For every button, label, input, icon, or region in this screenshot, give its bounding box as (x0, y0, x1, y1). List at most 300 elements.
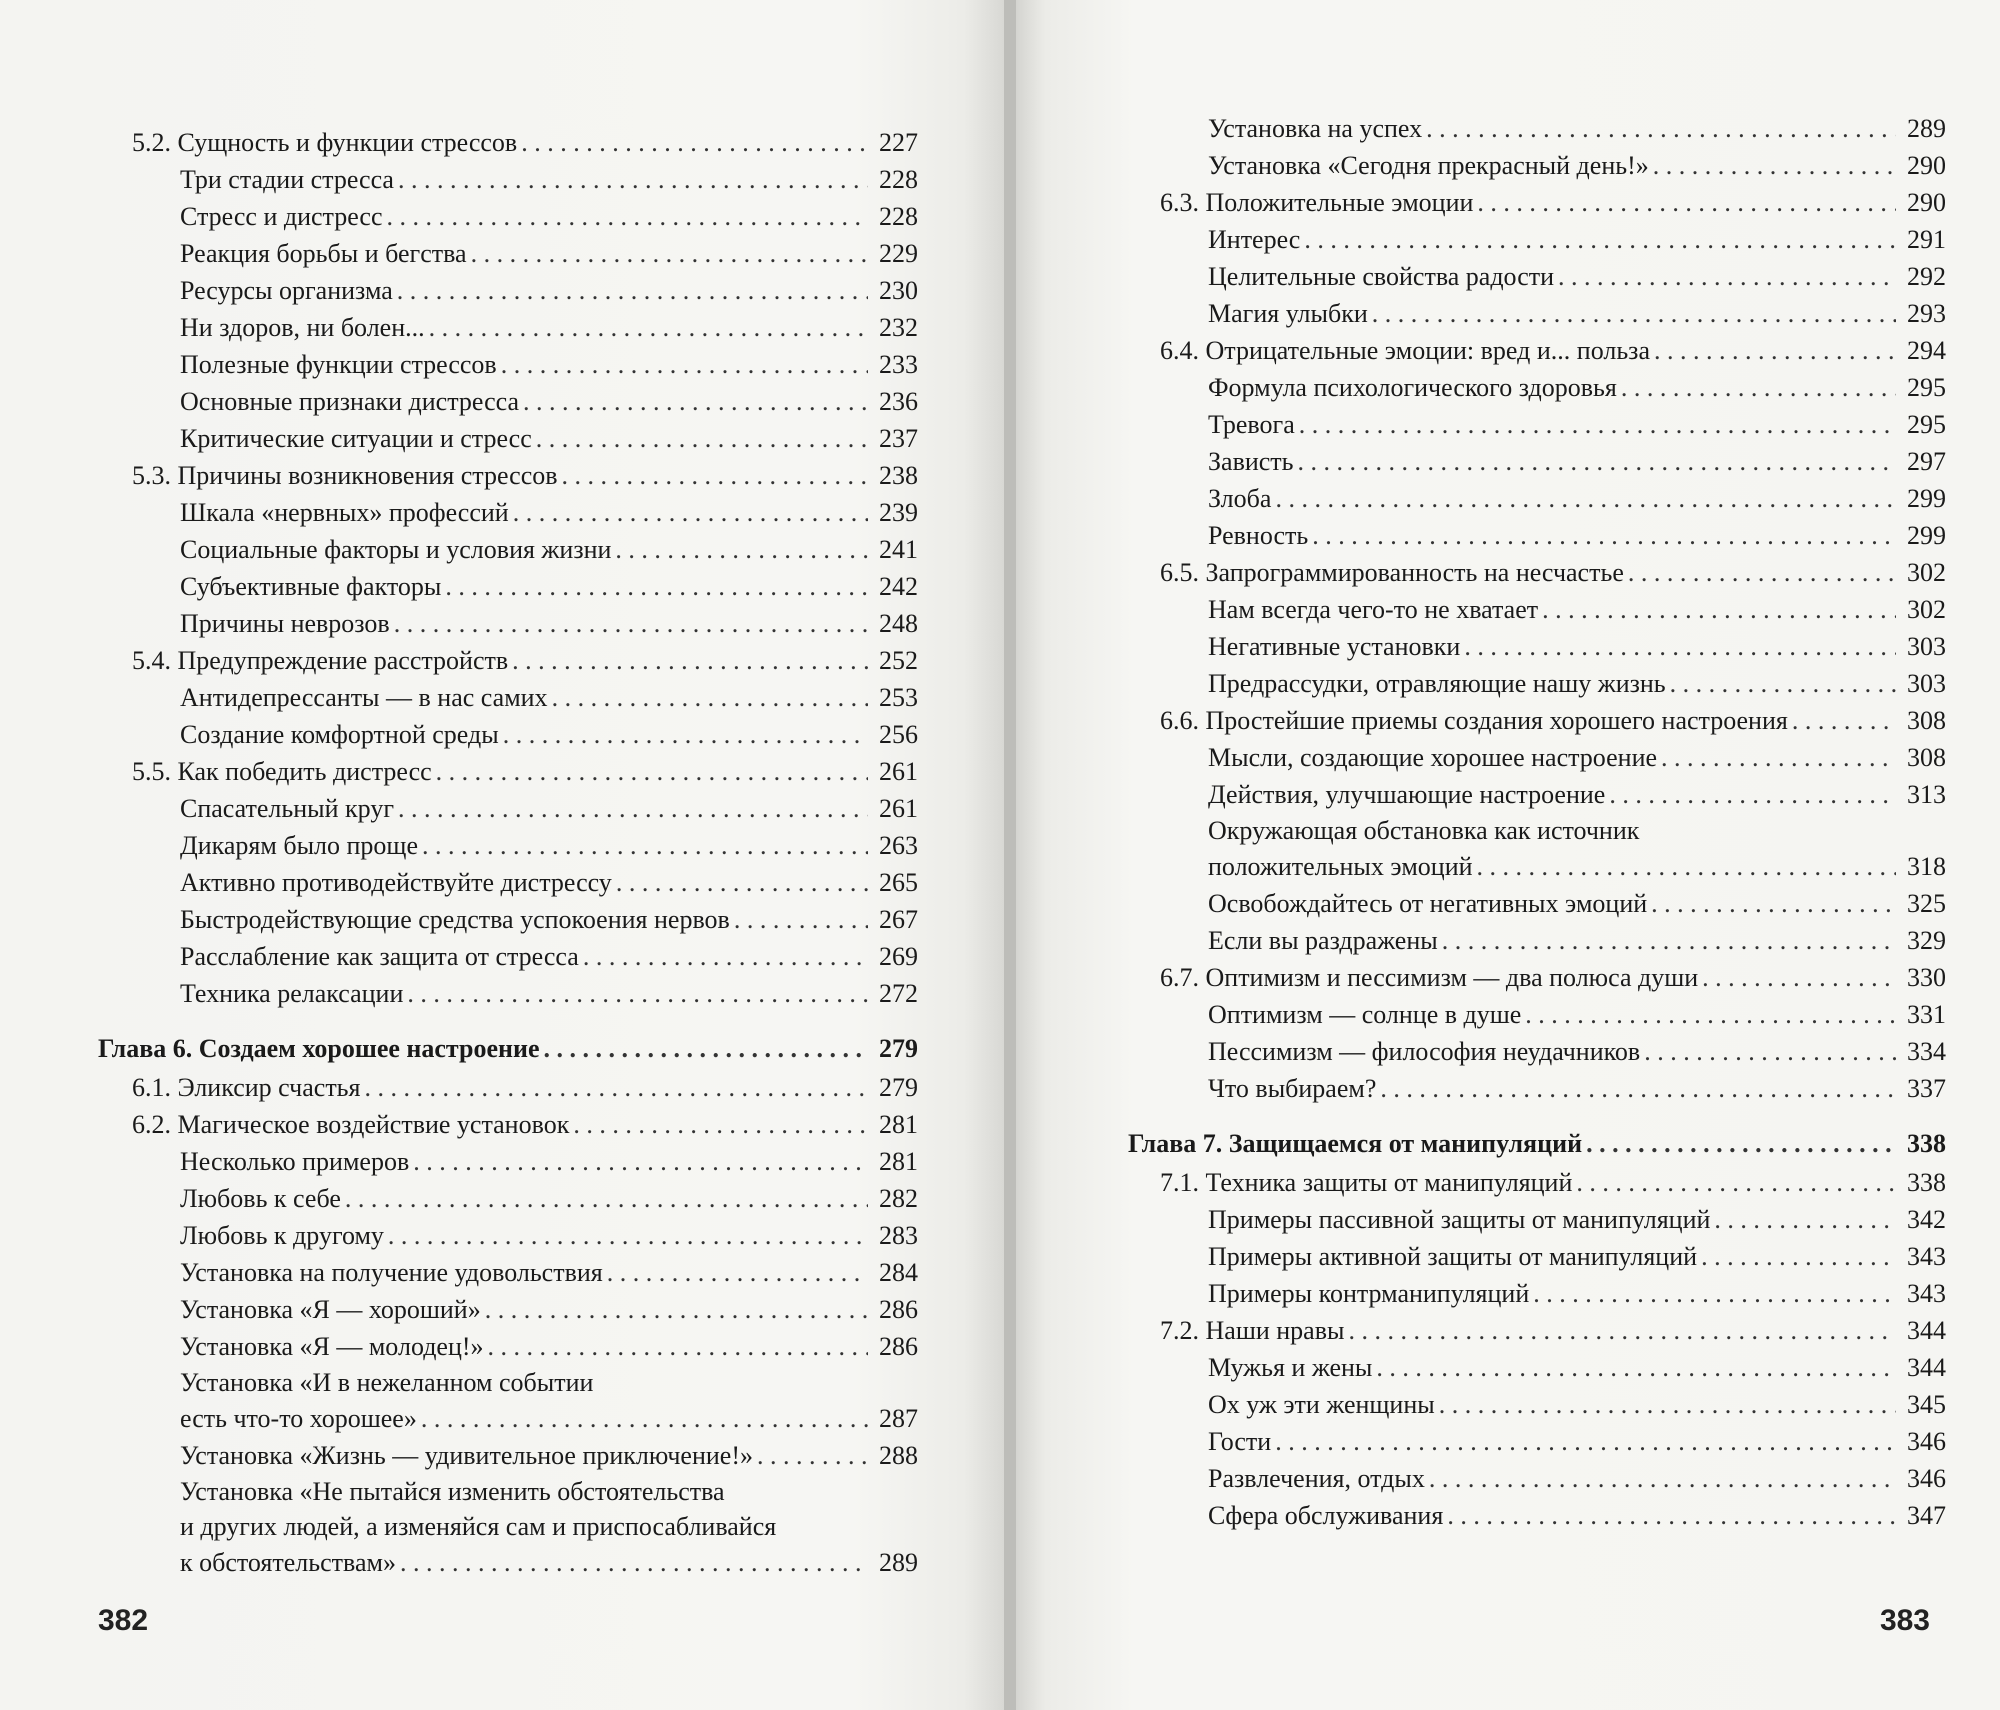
right-page (1016, 0, 2000, 1710)
toc-entry-title (98, 309, 425, 346)
toc-subsection-entry (1128, 258, 1946, 295)
toc-subsection-entry (98, 235, 918, 272)
toc-page-number: 343 (1907, 1279, 1946, 1308)
toc-page-number: 293 (1907, 299, 1946, 328)
dot-leader (387, 198, 869, 235)
toc-page-number: 256 (879, 720, 918, 749)
toc-subsection-entry (98, 1254, 918, 1291)
toc-entry-continued-line: Установка «Не пытайся изменить обстоятельства (180, 1477, 725, 1506)
toc-page-number: 261 (879, 757, 918, 786)
toc-page-number: 344 (1907, 1316, 1946, 1345)
toc-page-number: 329 (1907, 926, 1946, 955)
toc-entry-title (1128, 258, 1554, 295)
toc-section-number: 6.2. (132, 1110, 171, 1139)
toc-page-number: 284 (879, 1258, 918, 1287)
toc-entry-title (1128, 221, 1300, 258)
toc-entry-text: Простейшие приемы создания хорошего настроения (1205, 706, 1788, 735)
dot-leader (513, 494, 868, 531)
toc-entry-text: Полезные функции стрессов (180, 350, 497, 379)
toc-subsection-entry (1128, 221, 1946, 258)
toc-entry-text: Глава 7. Защищаемся от манипуляций (1128, 1129, 1583, 1158)
toc-entry-text: Предрассудки, отравляющие нашу жизнь (1208, 669, 1666, 698)
toc-entry-text: Запрограммированность на несчастье (1205, 558, 1624, 587)
toc-subsection-entry (1128, 1201, 1946, 1238)
toc-entry-title (98, 1106, 569, 1143)
toc-page-number: 303 (1907, 632, 1946, 661)
toc-entry-title (1128, 1460, 1425, 1497)
toc-entry-title (1128, 996, 1521, 1033)
toc-entry-text: Критические ситуации и стресс (180, 424, 532, 453)
dot-leader (503, 716, 868, 753)
toc-entry-text: Гости (1208, 1427, 1272, 1456)
toc-page-number: 289 (879, 1548, 918, 1577)
toc-entry-title (1128, 1312, 1344, 1349)
toc-entry-text: Злоба (1208, 484, 1272, 513)
toc-chapter-entry (1128, 1125, 1946, 1162)
toc-section-entry (98, 1106, 918, 1143)
toc-page-number: 239 (879, 498, 918, 527)
toc-entry-text: Глава 6. Создаем хорошее настроение (98, 1034, 540, 1063)
dot-leader (1651, 885, 1896, 922)
toc-page-number: 267 (879, 905, 918, 934)
toc-section-entry (98, 1069, 918, 1106)
toc-page-number: 286 (879, 1295, 918, 1324)
dot-leader (1312, 517, 1896, 554)
toc-entry-text: Расслабление как защита от стресса (180, 942, 579, 971)
toc-subsection-entry (1128, 480, 1946, 517)
toc-page-number: 345 (1907, 1390, 1946, 1419)
toc-page-number: 338 (1907, 1168, 1946, 1197)
toc-page-number: 229 (879, 239, 918, 268)
toc-entry-title (1128, 406, 1295, 443)
toc-section-number: 6.3. (1160, 188, 1199, 217)
toc-list (1128, 110, 1946, 1534)
toc-entry-text: Быстродействующие средства успокоения нервов (180, 905, 730, 934)
toc-entry-title (98, 383, 519, 420)
toc-page-number: 337 (1907, 1074, 1946, 1103)
dot-leader (1376, 1349, 1896, 1386)
book-gutter (1004, 0, 1016, 1710)
toc-entry-continued-line: Установка «И в нежеланном событии (180, 1368, 594, 1397)
toc-entry-title (98, 198, 383, 235)
toc-entry-title (1128, 147, 1649, 184)
dot-leader (573, 1106, 868, 1143)
dot-leader (1702, 959, 1896, 996)
toc-entry-text: Создание комфортной среды (180, 720, 499, 749)
toc-subsection-entry (1128, 1349, 1946, 1386)
toc-entry-title (1128, 443, 1294, 480)
toc-entry-text: Примеры активной защиты от манипуляций (1208, 1242, 1698, 1271)
toc-subsection-entry (1128, 1460, 1946, 1497)
toc-page-number: 228 (879, 165, 918, 194)
toc-entry-text: Техника защиты от манипуляций (1205, 1168, 1573, 1197)
toc-entry-title (98, 1400, 417, 1437)
toc-entry-title (98, 901, 730, 938)
toc-subsection-entry (1128, 591, 1946, 628)
toc-page-number: 288 (879, 1441, 918, 1470)
dot-leader (488, 1328, 868, 1365)
toc-subsection-entry (98, 605, 918, 642)
toc-entry-text: Магия улыбки (1208, 299, 1368, 328)
toc-subsection-entry (1128, 147, 1946, 184)
toc-entry-title (1128, 1349, 1372, 1386)
toc-entry-title (1128, 295, 1368, 332)
toc-section-entry (1128, 332, 1946, 369)
toc-entry-title (1128, 517, 1308, 554)
toc-subsection-entry (98, 494, 918, 531)
toc-subsection-entry (1128, 443, 1946, 480)
toc-entry-title (98, 346, 497, 383)
toc-entry-title (1128, 1125, 1582, 1162)
toc-page-number: 242 (879, 572, 918, 601)
toc-entry-text: Эликсир счастья (177, 1073, 361, 1102)
toc-subsection-entry (98, 1437, 918, 1474)
dot-leader (1464, 628, 1896, 665)
toc-entry-text: Освобождайтесь от негативных эмоций (1208, 889, 1648, 918)
toc-subsection-entry (98, 346, 918, 383)
dot-leader (1304, 221, 1896, 258)
dot-leader (1426, 110, 1896, 147)
dot-leader (1372, 295, 1896, 332)
toc-entry-title (1128, 1201, 1710, 1238)
toc-section-number: 5.5. (132, 757, 171, 786)
toc-entry-title (98, 1217, 384, 1254)
dot-leader (397, 272, 868, 309)
toc-entry-title (98, 1328, 484, 1365)
dot-leader (757, 1437, 868, 1474)
toc-entry-text: Ни здоров, ни болен... (180, 313, 425, 342)
toc-page-number: 263 (879, 831, 918, 860)
toc-entry-title (1128, 110, 1422, 147)
toc-section-entry (98, 753, 918, 790)
toc-entry-text: Ресурсы организма (180, 276, 393, 305)
toc-section-number: 6.1. (132, 1073, 171, 1102)
toc-section-entry (98, 124, 918, 161)
dot-leader (1299, 406, 1896, 443)
toc-entry-title (98, 605, 390, 642)
toc-subsection-entry (1128, 739, 1946, 776)
toc-page-number: 331 (1907, 1000, 1946, 1029)
toc-entry-title (98, 975, 403, 1012)
toc-page-number: 283 (879, 1221, 918, 1250)
dot-leader (365, 1069, 868, 1106)
toc-entry-title (98, 1030, 540, 1067)
toc-entry-title (1128, 1164, 1572, 1201)
toc-entry-title (98, 938, 579, 975)
dot-leader (429, 309, 868, 346)
dot-leader (388, 1217, 868, 1254)
dot-leader (1701, 1238, 1896, 1275)
toc-entry-title (1128, 1070, 1376, 1107)
toc-entry-text: есть что-то хорошее» (180, 1404, 417, 1433)
toc-entry-title (98, 272, 393, 309)
toc-page-number: 334 (1907, 1037, 1946, 1066)
toc-entry-text: Шкала «нервных» профессий (180, 498, 509, 527)
toc-entry-title (98, 790, 394, 827)
toc-entry-title (1128, 1423, 1271, 1460)
dot-leader (521, 124, 868, 161)
toc-entry-text: Установка «Я — хороший» (180, 1295, 481, 1324)
dot-leader (1714, 1201, 1896, 1238)
toc-entry-text: Негативные установки (1208, 632, 1461, 661)
toc-subsection-entry (1128, 628, 1946, 665)
dot-leader (512, 642, 868, 679)
toc-entry-title (1128, 332, 1650, 369)
toc-section-entry (98, 642, 918, 679)
toc-page-number: 291 (1907, 225, 1946, 254)
toc-entry-text: Социальные факторы и условия жизни (180, 535, 612, 564)
dot-leader (345, 1180, 868, 1217)
toc-subsection-entry (1128, 996, 1946, 1033)
toc-section-number: 6.7. (1160, 963, 1199, 992)
toc-subsection-entry (98, 420, 918, 457)
toc-page-number: 279 (879, 1073, 918, 1102)
toc-entry-title (1128, 1033, 1640, 1070)
toc-entry-text: Наши нравы (1205, 1316, 1345, 1345)
toc-subsection-entry (1128, 1033, 1946, 1070)
toc-page-number: 347 (1907, 1501, 1946, 1530)
toc-entry-text: Предупреждение расстройств (177, 646, 509, 675)
toc-page-number: 232 (879, 313, 918, 342)
toc-entry-title (1128, 665, 1666, 702)
dot-leader (421, 1400, 868, 1437)
dot-leader (523, 383, 868, 420)
toc-entry-title (1128, 959, 1698, 996)
toc-entry-text: Причины неврозов (180, 609, 390, 638)
toc-entry-title (1128, 739, 1657, 776)
toc-page-number: 290 (1907, 151, 1946, 180)
toc-section-number: 5.4. (132, 646, 171, 675)
toc-chapter-entry (98, 1030, 918, 1067)
dot-leader (398, 790, 868, 827)
toc-entry-title (1128, 369, 1617, 406)
toc-subsection-entry (1128, 1070, 1946, 1107)
toc-entry-title (1128, 885, 1647, 922)
toc-page-number: 295 (1907, 410, 1946, 439)
toc-page-number: 344 (1907, 1353, 1946, 1382)
dot-leader (1661, 739, 1896, 776)
toc-entry-title (1128, 702, 1788, 739)
toc-page-number: 265 (879, 868, 918, 897)
toc-entry-text: Сущность и функции стрессов (177, 128, 518, 157)
toc-page-number: 290 (1907, 188, 1946, 217)
dot-leader (485, 1291, 868, 1328)
toc-subsection-entry (98, 901, 918, 938)
toc-page-number: 346 (1907, 1427, 1946, 1456)
toc-page-number: 253 (879, 683, 918, 712)
dot-leader (422, 827, 868, 864)
toc-page-number: 227 (879, 128, 918, 157)
toc-entry-text: Примеры пассивной защиты от манипуляций (1208, 1205, 1711, 1234)
toc-entry-title (1128, 1497, 1443, 1534)
dot-leader (1477, 184, 1896, 221)
toc-section-entry (1128, 554, 1946, 591)
dot-leader (1653, 147, 1896, 184)
toc-subsection-entry (98, 161, 918, 198)
toc-entry-title (98, 1291, 481, 1328)
toc-page-number: 308 (1907, 743, 1946, 772)
toc-page-number: 261 (879, 794, 918, 823)
toc-entry-text: Причины возникновения стрессов (177, 461, 558, 490)
toc-entry-text: Дикарям было проще (180, 831, 418, 860)
toc-page-number: 269 (879, 942, 918, 971)
dot-leader (1439, 1386, 1896, 1423)
toc-entry-text: Субъективные факторы (180, 572, 442, 601)
toc-subsection-entry (98, 716, 918, 753)
dot-leader (1621, 369, 1896, 406)
toc-page-number: 233 (879, 350, 918, 379)
toc-subsection-entry (1128, 1275, 1946, 1312)
dot-leader (552, 679, 868, 716)
toc-entry-text: Целительные свойства радости (1208, 262, 1555, 291)
toc-page-number: 297 (1907, 447, 1946, 476)
toc-subsection-entry (98, 1328, 918, 1365)
toc-page-number: 252 (879, 646, 918, 675)
dot-leader (1447, 1497, 1896, 1534)
dot-leader (1654, 332, 1896, 369)
toc-entry-text: Основные признаки дистресса (180, 387, 520, 416)
toc-entry-text: Мысли, создающие хорошее настроение (1208, 743, 1658, 772)
toc-page-number: 294 (1907, 336, 1946, 365)
toc-subsection-entry (98, 531, 918, 568)
toc-entry-text: Действия, улучшающие настроение (1208, 780, 1606, 809)
toc-entry-text: положительных эмоций (1208, 852, 1473, 881)
page-number: 383 (1879, 1604, 1930, 1637)
toc-section-number: 6.6. (1160, 706, 1199, 735)
dot-leader (1477, 848, 1896, 885)
toc-entry-title (98, 124, 517, 161)
toc-entry-text: Сфера обслуживания (1208, 1501, 1444, 1530)
toc-page-number: 230 (879, 276, 918, 305)
toc-entry-title (1128, 1238, 1697, 1275)
toc-page-number: 282 (879, 1184, 918, 1213)
toc-subsection-entry (98, 790, 918, 827)
toc-section-number: 7.1. (1160, 1168, 1199, 1197)
dot-leader (413, 1143, 868, 1180)
toc-entry-title (98, 1544, 396, 1581)
toc-section-number: 5.3. (132, 461, 171, 490)
toc-entry-title (1128, 848, 1473, 885)
toc-subsection-entry (1128, 1497, 1946, 1534)
toc-entry-title (98, 457, 558, 494)
toc-subsection-entry (98, 383, 918, 420)
dot-leader (501, 346, 868, 383)
toc-entry-title (1128, 628, 1460, 665)
toc-page-number: 299 (1907, 484, 1946, 513)
toc-entry-title (98, 679, 548, 716)
toc-entry-title (98, 1180, 341, 1217)
toc-entry-text: Установка «Я — молодец!» (180, 1332, 484, 1361)
toc-entry-title (1128, 776, 1605, 813)
toc-subsection-entry (98, 309, 918, 346)
toc-page-number: 241 (879, 535, 918, 564)
toc-entry-title (98, 642, 508, 679)
toc-entry-text: Стресс и дистресс (180, 202, 383, 231)
toc-page-number: 302 (1907, 595, 1946, 624)
dot-leader (1792, 702, 1896, 739)
toc-page-number: 302 (1907, 558, 1946, 587)
toc-entry-title (98, 494, 509, 531)
toc-section-number: 5.2. (132, 128, 171, 157)
toc-entry-text: Интерес (1208, 225, 1301, 254)
toc-section-entry (1128, 1164, 1946, 1201)
dot-leader (407, 975, 868, 1012)
dot-leader (1644, 1033, 1896, 1070)
toc-entry-title (1128, 1275, 1529, 1312)
toc-page-number: 343 (1907, 1242, 1946, 1271)
toc-entry-text: Ох уж эти женщины (1208, 1390, 1435, 1419)
toc-page-number: 281 (879, 1147, 918, 1176)
toc-subsection-entry (98, 1291, 918, 1328)
toc-page-number: 295 (1907, 373, 1946, 402)
toc-entry-continued-line: Окружающая обстановка как источник (1208, 816, 1640, 845)
toc-page-number: 238 (879, 461, 918, 490)
toc-entry-title (98, 1143, 409, 1180)
toc-entry-text: Оптимизм — солнце в душе (1208, 1000, 1522, 1029)
toc-page-number: 228 (879, 202, 918, 231)
toc-entry-text: Тревога (1208, 410, 1295, 439)
toc-entry-title (1128, 591, 1538, 628)
toc-entry-text: Техника релаксации (180, 979, 404, 1008)
toc-entry-title (98, 568, 441, 605)
dot-leader (1275, 1423, 1896, 1460)
toc-page-number: 299 (1907, 521, 1946, 550)
dot-leader (1542, 591, 1896, 628)
toc-page-number: 292 (1907, 262, 1946, 291)
toc-page-number: 308 (1907, 706, 1946, 735)
toc-subsection-entry (98, 1400, 918, 1437)
toc-page-number: 279 (879, 1034, 918, 1063)
toc-entry-text: Ревность (1208, 521, 1309, 550)
toc-subsection-entry (1128, 665, 1946, 702)
toc-page-number: 248 (879, 609, 918, 638)
toc-entry-title (98, 161, 394, 198)
toc-subsection-entry (1128, 406, 1946, 443)
toc-page-number: 287 (879, 1404, 918, 1433)
toc-page-number: 330 (1907, 963, 1946, 992)
toc-section-entry (1128, 184, 1946, 221)
toc-entry-text: Пессимизм — философия неудачников (1208, 1037, 1641, 1066)
toc-page-number: 236 (879, 387, 918, 416)
dot-leader (1275, 480, 1896, 517)
toc-subsection-entry (98, 568, 918, 605)
toc-entry-text: Отрицательные эмоции: вред и... польза (1205, 336, 1650, 365)
toc-subsection-entry (98, 272, 918, 309)
toc-entry-continued-line: и других людей, а изменяйся сам и приспосабливайся (180, 1512, 777, 1541)
dot-leader (734, 901, 868, 938)
toc-page-number: 237 (879, 424, 918, 453)
toc-entry-text: Активно противодействуйте дистрессу (180, 868, 612, 897)
dot-leader (562, 457, 868, 494)
toc-entry-text: к обстоятельствам» (180, 1548, 396, 1577)
toc-entry-text: Что выбираем? (1208, 1074, 1377, 1103)
toc-section-number: 6.4. (1160, 336, 1199, 365)
toc-entry-text: Оптимизм и пессимизм — два полюса души (1205, 963, 1699, 992)
toc-entry-text: Антидепрессанты — в нас самих (180, 683, 548, 712)
toc-page-number: 289 (1907, 114, 1946, 143)
toc-entry-text: Как победить дистресс (177, 757, 432, 786)
toc-section-entry (1128, 702, 1946, 739)
toc-page-number: 325 (1907, 889, 1946, 918)
dot-leader (544, 1030, 868, 1067)
toc-subsection-entry (98, 1180, 918, 1217)
toc-page-number: 313 (1907, 780, 1946, 809)
toc-entry-title (98, 531, 611, 568)
toc-entry-title (98, 753, 432, 790)
toc-entry-title (98, 1254, 603, 1291)
toc-section-entry (1128, 959, 1946, 996)
toc-section-number: 7.2. (1160, 1316, 1199, 1345)
